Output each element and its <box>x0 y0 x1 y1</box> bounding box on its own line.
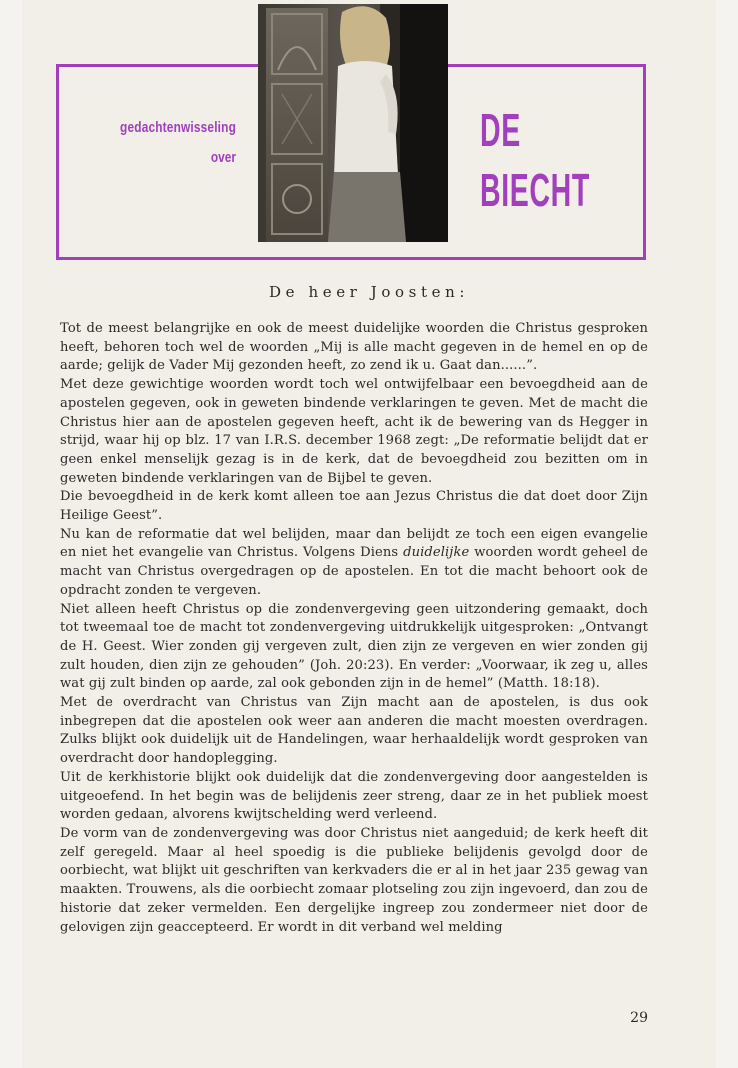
header-kicker-line1: gedachtenwisseling <box>120 120 236 136</box>
article-body <box>60 320 648 937</box>
speaker-heading: De heer Joosten: <box>268 283 470 301</box>
paragraph: Met deze gewichtige woorden wordt toch wel ontwijfelbaar een bevoegdheid aan de apostelen gegeven, ook in geweten bindende verklaringen te geven. Met de macht die Christus hier aan de apostelen gegeven heeft, acht ik de bewering van ds Hegger in strijd, waar hij op blz. 17 van I.R.S. december 1968 zegt: „De reformatie belijdt dat er geen enkel menselijk gezag is in de kerk, dat de bevoegdheid zou bezitten om in geweten bindende verklaringen van de Bijbel te geven. <box>60 377 648 486</box>
header-title-line1: DE <box>480 104 521 156</box>
paragraph: Met de overdracht van Christus van Zijn macht aan de apostelen, is dus ook inbegrepen dat die apostelen ook weer aan anderen die macht moesten overdragen. Zulks blijkt ook duidelijk uit de Handelingen, waar herhaaldelijk wordt gesproken van overdracht door handoplegging. <box>60 695 648 767</box>
photo-illustration <box>258 4 448 242</box>
page-number: 29 <box>630 1010 648 1026</box>
emphasis: duidelijke <box>403 545 470 561</box>
photo-woman-at-confessional <box>258 4 448 242</box>
header-kicker-line2: over <box>210 150 236 166</box>
paragraph: Niet alleen heeft Christus op die zondenvergeving geen uitzondering gemaakt, doch tot tweemaal toe de macht tot zondenvergeving uitdrukkelijk uitgesproken: „Ontvangt de H. Geest. Wier zonden gij vergeven zult, dien zijn ze vergeven en wier zonden gij zult houden, dien zijn ze gehouden” (Joh. 20:23). En verder: „Voorwaar, ik zeg u, alles wat gij zult binden op aarde, zal ook gebonden zijn in de hemel” (Matth. 18:18). <box>60 601 648 692</box>
paragraph: Tot de meest belangrijke en ook de meest duidelijke woorden die Christus gesproken heeft, behoren toch wel de woorden „Mij is alle macht gegeven in de hemel en op de aarde; gelijk de Vader Mij gezonden heeft, zo zend ik u. Gaat dan......”. <box>60 321 648 374</box>
paragraph: Nu kan de reformatie dat wel belijden, maar dan belijdt ze toch een eigen evangelie en niet het evangelie van Christus. Volgens Diens duidelijke woorden wordt geheel de macht van Christus overgedragen op de apostelen. En tot die macht behoort ook de opdracht zonden te vergeven. <box>60 526 649 598</box>
paragraph: De vorm van de zondenvergeving was door Christus niet aangeduid; de kerk heeft dit zelf geregeld. Maar al heel spoedig is die publieke belijdenis gevolgd door de oorbiecht, wat blijkt uit geschriften van kerkvaders die er al in het jaar 235 gewag van maakten. Trouwens, als die oorbiecht zomaar plotseling zou zijn ingevoerd, dan zou de historie dat zeker vermelden. Een dergelijke ingreep zou zondermeer niet door de gelovigen zijn geaccepteerd. Er wordt in dit verband wel melding <box>60 825 648 935</box>
header-title-line2: BIECHT <box>480 164 590 216</box>
paragraph: Uit de kerkhistorie blijkt ook duidelijk dat die zondenvergeving door aangestelden is uitgeoefend. In het begin was de belijdenis zeer streng, daar ze in het publiek moest worden gedaan, alvorens kwijtschelding werd verleend. <box>60 769 648 823</box>
paragraph: Die bevoegdheid in de kerk komt alleen toe aan Jezus Christus die dat doet door Zijn Heilige Geest”. <box>60 489 648 524</box>
